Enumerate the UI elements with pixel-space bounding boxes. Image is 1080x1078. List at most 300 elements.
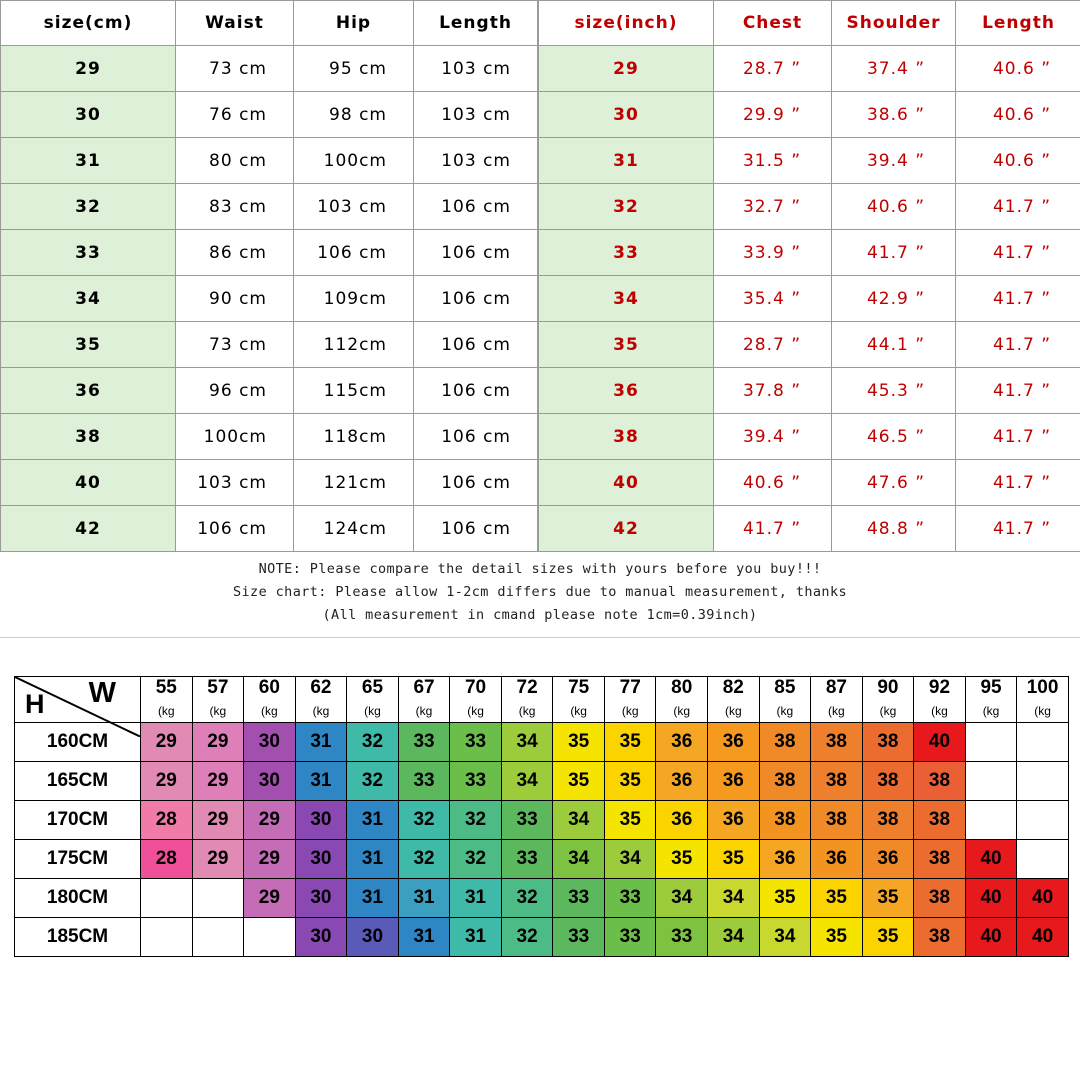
cm-value-cell: 100cm [294, 138, 414, 184]
inch-value-cell: 33.9 ” [714, 230, 832, 276]
cm-value-cell: 118cm [294, 414, 414, 460]
weight-header-cell [141, 677, 193, 723]
hw-size-cell: 34 [501, 762, 553, 801]
inch-value-cell: 29.9 ” [714, 92, 832, 138]
height-header-cell: 170CM [15, 801, 141, 840]
weight-value: 90 [877, 677, 899, 698]
hw-size-cell: 32 [347, 723, 399, 762]
weight-value: 95 [980, 677, 1002, 698]
hw-size-cell: 32 [450, 840, 502, 879]
weight-value: 72 [516, 677, 538, 698]
inch-value-cell: 41.7 ” [956, 230, 1080, 276]
weight-header-cell [914, 677, 966, 723]
table-row [539, 414, 1080, 460]
hw-size-cell: 35 [811, 879, 863, 918]
hw-size-cell: 38 [759, 801, 811, 840]
cm-size-table [0, 0, 538, 552]
inch-value-cell: 44.1 ” [832, 322, 956, 368]
hw-table-row [15, 879, 1069, 918]
weight-value: 65 [361, 677, 384, 698]
hw-table-row [15, 840, 1069, 879]
cm-size-cell: 42 [1, 506, 176, 552]
weight-unit: (kg [828, 704, 845, 718]
inch-value-cell: 40.6 ” [832, 184, 956, 230]
weight-unit: (kg [776, 704, 794, 718]
hw-empty-cell [192, 879, 244, 918]
cm-value-cell: 103 cm [414, 138, 538, 184]
hw-size-cell: 36 [656, 723, 708, 762]
inch-value-cell: 31.5 ” [714, 138, 832, 184]
height-header-cell: 160CM [15, 723, 141, 762]
hw-size-cell: 40 [965, 840, 1017, 879]
weight-unit: (kg [621, 704, 639, 718]
hw-size-cell: 35 [759, 879, 811, 918]
hw-size-cell: 34 [553, 840, 605, 879]
hw-size-cell: 34 [604, 840, 656, 879]
hw-size-cell: 34 [553, 801, 605, 840]
hw-empty-cell [965, 723, 1017, 762]
hw-size-cell: 32 [501, 879, 553, 918]
inch-value-cell: 40.6 ” [714, 460, 832, 506]
note-line-2: Size chart: Please allow 1-2cm differs due to manual measurement, thanks [233, 584, 847, 600]
weight-header-cell [862, 677, 914, 723]
table-row [539, 230, 1080, 276]
hw-size-cell: 29 [141, 723, 193, 762]
cm-size-cell: 31 [1, 138, 176, 184]
hw-size-cell: 32 [450, 801, 502, 840]
inch-size-cell: 32 [539, 184, 714, 230]
inch-size-cell: 34 [539, 276, 714, 322]
cm-value-cell: 76 cm [176, 92, 294, 138]
inch-value-cell: 46.5 ” [832, 414, 956, 460]
hw-size-cell: 34 [501, 723, 553, 762]
hw-size-cell: 36 [708, 723, 760, 762]
cm-value-cell: 73 cm [176, 46, 294, 92]
hw-size-cell: 38 [914, 840, 966, 879]
cm-value-cell: 106 cm [414, 414, 538, 460]
height-header-cell: 165CM [15, 762, 141, 801]
table-row [539, 184, 1080, 230]
weight-value: 80 [671, 677, 693, 698]
hw-size-cell: 38 [811, 801, 863, 840]
cm-header-hip: Hip [294, 1, 414, 46]
cm-value-cell: 100cm [176, 414, 294, 460]
height-header-cell: 185CM [15, 918, 141, 957]
hw-size-cell: 36 [708, 801, 760, 840]
inch-header-length: Length [956, 1, 1080, 46]
inch-size-cell: 38 [539, 414, 714, 460]
hw-size-cell: 33 [604, 879, 656, 918]
weight-unit: (kg [415, 704, 433, 718]
weight-header-cell [244, 677, 296, 723]
hw-size-cell: 33 [604, 918, 656, 957]
note-line-3: (All measurement in cmand please note 1cm=0.39inch) [322, 607, 758, 623]
cm-size-cell: 34 [1, 276, 176, 322]
hw-size-cell: 28 [141, 801, 193, 840]
table-header-row [1, 1, 538, 46]
inch-value-cell: 40.6 ” [956, 46, 1080, 92]
hw-size-cell: 31 [295, 762, 347, 801]
hw-size-cell: 30 [295, 840, 347, 879]
cm-value-cell: 103 cm [414, 92, 538, 138]
table-row [539, 506, 1080, 552]
hw-empty-cell [244, 918, 296, 957]
hw-size-cell: 36 [656, 801, 708, 840]
hw-empty-cell [1017, 801, 1069, 840]
hw-size-cell: 33 [656, 918, 708, 957]
hw-size-cell: 30 [244, 762, 296, 801]
inch-value-cell: 41.7 ” [956, 460, 1080, 506]
cm-value-cell: 115cm [294, 368, 414, 414]
weight-unit: (kg [467, 704, 484, 718]
inch-header-size: size(inch) [539, 1, 714, 46]
hw-size-cell: 36 [811, 840, 863, 879]
hw-size-cell: 38 [914, 918, 966, 957]
weight-header-cell [398, 677, 450, 723]
hw-table-row [15, 762, 1069, 801]
cm-value-cell: 109cm [294, 276, 414, 322]
hw-size-cell: 35 [553, 723, 605, 762]
hw-table-row [15, 918, 1069, 957]
inch-value-cell: 40.6 ” [956, 92, 1080, 138]
weight-header-cell [347, 677, 399, 723]
hw-empty-cell [141, 879, 193, 918]
weight-value: 77 [619, 677, 641, 698]
weight-header-cell [708, 677, 760, 723]
table-row [539, 368, 1080, 414]
inch-value-cell: 28.7 ” [714, 46, 832, 92]
hw-size-cell: 34 [656, 879, 708, 918]
table-row [1, 460, 538, 506]
weight-value: 82 [722, 677, 744, 698]
hw-size-cell: 29 [192, 840, 244, 879]
inch-value-cell: 45.3 ” [832, 368, 956, 414]
weight-header-cell [553, 677, 605, 723]
hw-size-cell: 31 [347, 840, 399, 879]
hw-size-cell: 40 [1017, 879, 1069, 918]
weight-header-cell [759, 677, 811, 723]
hw-size-cell: 30 [295, 879, 347, 918]
weight-value: 70 [464, 677, 487, 698]
cm-size-cell: 40 [1, 460, 176, 506]
hw-size-cell: 32 [347, 762, 399, 801]
inch-value-cell: 39.4 ” [832, 138, 956, 184]
hw-size-cell: 38 [759, 723, 811, 762]
weight-unit: (kg [724, 704, 742, 718]
table-row [1, 276, 538, 322]
hw-size-cell: 38 [914, 762, 966, 801]
table-row [1, 184, 538, 230]
cm-size-cell: 36 [1, 368, 176, 414]
inch-value-cell: 41.7 ” [956, 322, 1080, 368]
weight-header-cell [965, 677, 1017, 723]
weight-unit: (kg [209, 704, 227, 718]
hw-size-cell: 28 [141, 840, 193, 879]
hw-size-cell: 40 [1017, 918, 1069, 957]
weight-value: 85 [774, 677, 796, 698]
inch-value-cell: 41.7 ” [956, 276, 1080, 322]
cm-value-cell: 96 cm [176, 368, 294, 414]
hw-size-cell: 35 [862, 879, 914, 918]
table-header-row [539, 1, 1080, 46]
inch-value-cell: 41.7 ” [714, 506, 832, 552]
cm-value-cell: 73 cm [176, 322, 294, 368]
inch-size-cell: 35 [539, 322, 714, 368]
hw-empty-cell [192, 918, 244, 957]
hw-size-cell: 34 [708, 879, 760, 918]
hw-size-cell: 32 [501, 918, 553, 957]
hw-size-cell: 30 [244, 723, 296, 762]
cm-value-cell: 98 cm [294, 92, 414, 138]
table-row [539, 138, 1080, 184]
hw-size-cell: 29 [244, 801, 296, 840]
hw-size-cell: 38 [914, 879, 966, 918]
weight-value: 75 [568, 677, 590, 698]
inch-value-cell: 41.7 ” [956, 368, 1080, 414]
cm-header-length: Length [414, 1, 538, 46]
table-row [1, 322, 538, 368]
hw-table-row [15, 723, 1069, 762]
inch-value-cell: 47.6 ” [832, 460, 956, 506]
cm-value-cell: 106 cm [294, 230, 414, 276]
table-row [539, 460, 1080, 506]
inch-header-shoulder: Shoulder [832, 1, 956, 46]
height-axis-label: H [25, 689, 45, 719]
inch-value-cell: 28.7 ” [714, 322, 832, 368]
weight-value: 92 [928, 677, 951, 698]
inch-value-cell: 37.8 ” [714, 368, 832, 414]
inch-value-cell: 41.7 ” [956, 414, 1080, 460]
cm-value-cell: 90 cm [176, 276, 294, 322]
cm-header-waist: Waist [176, 1, 294, 46]
hw-empty-cell [1017, 723, 1069, 762]
weight-unit: (kg [312, 704, 330, 718]
table-row [1, 368, 538, 414]
hw-size-cell: 33 [501, 801, 553, 840]
hw-size-cell: 38 [811, 762, 863, 801]
inch-size-cell: 40 [539, 460, 714, 506]
cm-size-cell: 38 [1, 414, 176, 460]
weight-header-cell [501, 677, 553, 723]
hw-size-cell: 38 [862, 762, 914, 801]
weight-value: 55 [155, 677, 177, 698]
weight-header-cell [295, 677, 347, 723]
cm-value-cell: 112cm [294, 322, 414, 368]
hw-size-cell: 29 [141, 762, 193, 801]
hw-size-cell: 32 [398, 840, 450, 879]
hw-size-cell: 30 [295, 918, 347, 957]
hw-size-cell: 33 [501, 840, 553, 879]
cm-value-cell: 103 cm [294, 184, 414, 230]
weight-unit: (kg [157, 704, 175, 718]
inch-value-cell: 41.7 ” [832, 230, 956, 276]
cm-header-size: size(cm) [1, 1, 176, 46]
notes-block [0, 552, 1080, 638]
hw-size-cell: 38 [862, 723, 914, 762]
inch-size-cell: 30 [539, 92, 714, 138]
hw-size-cell: 40 [965, 879, 1017, 918]
weight-unit: (kg [364, 704, 381, 718]
table-row [539, 92, 1080, 138]
hw-size-cell: 40 [914, 723, 966, 762]
table-row [1, 92, 538, 138]
weight-value: 62 [310, 677, 332, 698]
weight-value: 67 [413, 677, 435, 698]
table-row [539, 322, 1080, 368]
hw-size-cell: 33 [553, 879, 605, 918]
hw-empty-cell [1017, 840, 1069, 879]
inch-value-cell: 48.8 ” [832, 506, 956, 552]
cm-size-cell: 30 [1, 92, 176, 138]
height-weight-chart [14, 676, 1068, 957]
hw-size-cell: 31 [450, 918, 502, 957]
hw-size-cell: 34 [759, 918, 811, 957]
inch-size-cell: 42 [539, 506, 714, 552]
cm-value-cell: 83 cm [176, 184, 294, 230]
hw-size-cell: 35 [604, 723, 656, 762]
hw-empty-cell [965, 762, 1017, 801]
hw-empty-cell [141, 918, 193, 957]
weight-unit: (kg [261, 704, 278, 718]
cm-value-cell: 106 cm [414, 276, 538, 322]
cm-value-cell: 106 cm [176, 506, 294, 552]
hw-size-cell: 31 [398, 879, 450, 918]
cm-value-cell: 106 cm [414, 460, 538, 506]
hw-size-cell: 36 [759, 840, 811, 879]
height-weight-table [14, 676, 1069, 957]
hw-size-cell: 38 [914, 801, 966, 840]
hw-size-cell: 38 [759, 762, 811, 801]
hw-size-cell: 32 [398, 801, 450, 840]
cm-value-cell: 103 cm [176, 460, 294, 506]
cm-value-cell: 106 cm [414, 230, 538, 276]
cm-value-cell: 103 cm [414, 46, 538, 92]
inch-value-cell: 37.4 ” [832, 46, 956, 92]
inch-value-cell: 35.4 ” [714, 276, 832, 322]
cm-value-cell: 106 cm [414, 322, 538, 368]
inch-size-cell: 31 [539, 138, 714, 184]
inch-value-cell: 41.7 ” [956, 184, 1080, 230]
inch-size-table [538, 0, 1080, 552]
inch-value-cell: 40.6 ” [956, 138, 1080, 184]
hw-size-cell: 30 [295, 801, 347, 840]
cm-value-cell: 86 cm [176, 230, 294, 276]
hw-size-cell: 35 [604, 762, 656, 801]
cm-size-cell: 32 [1, 184, 176, 230]
weight-unit: (kg [1034, 704, 1051, 718]
inch-value-cell: 38.6 ” [832, 92, 956, 138]
inch-value-cell: 41.7 ” [956, 506, 1080, 552]
hw-size-cell: 35 [604, 801, 656, 840]
hw-empty-cell [965, 801, 1017, 840]
hw-size-cell: 31 [295, 723, 347, 762]
hw-size-cell: 31 [347, 879, 399, 918]
hw-corner-cell [15, 677, 141, 723]
hw-size-cell: 33 [398, 762, 450, 801]
table-row [539, 276, 1080, 322]
hw-empty-cell [1017, 762, 1069, 801]
weight-value: 87 [825, 677, 847, 698]
hw-size-cell: 29 [192, 723, 244, 762]
cm-value-cell: 80 cm [176, 138, 294, 184]
inch-value-cell: 32.7 ” [714, 184, 832, 230]
hw-size-cell: 31 [398, 918, 450, 957]
weight-unit: (kg [518, 704, 536, 718]
hw-size-cell: 36 [862, 840, 914, 879]
table-row [1, 414, 538, 460]
hw-size-cell: 38 [811, 723, 863, 762]
weight-value: 100 [1026, 677, 1059, 698]
weight-header-cell [811, 677, 863, 723]
table-row [1, 46, 538, 92]
hw-size-cell: 34 [708, 918, 760, 957]
hw-size-cell: 29 [244, 879, 296, 918]
hw-size-cell: 38 [862, 801, 914, 840]
hw-size-cell: 33 [553, 918, 605, 957]
hw-header-row [15, 677, 1069, 723]
cm-value-cell: 106 cm [414, 506, 538, 552]
inch-header-chest: Chest [714, 1, 832, 46]
hw-size-cell: 29 [244, 840, 296, 879]
cm-size-cell: 33 [1, 230, 176, 276]
weight-value: 60 [258, 677, 280, 698]
weight-unit: (kg [673, 704, 691, 718]
table-row [1, 230, 538, 276]
hw-size-cell: 36 [656, 762, 708, 801]
hw-size-cell: 36 [708, 762, 760, 801]
hw-table-row [15, 801, 1069, 840]
weight-header-cell [656, 677, 708, 723]
weight-axis-label: W [88, 677, 116, 709]
weight-header-cell [604, 677, 656, 723]
cm-value-cell: 106 cm [414, 184, 538, 230]
inch-size-cell: 33 [539, 230, 714, 276]
inch-size-cell: 36 [539, 368, 714, 414]
hw-size-cell: 33 [450, 723, 502, 762]
table-row [1, 138, 538, 184]
hw-size-cell: 33 [398, 723, 450, 762]
cm-value-cell: 124cm [294, 506, 414, 552]
hw-size-cell: 35 [553, 762, 605, 801]
inch-value-cell: 42.9 ” [832, 276, 956, 322]
cm-value-cell: 106 cm [414, 368, 538, 414]
hw-size-cell: 31 [347, 801, 399, 840]
hw-size-cell: 30 [347, 918, 399, 957]
weight-header-cell [450, 677, 502, 723]
hw-size-cell: 31 [450, 879, 502, 918]
cm-size-cell: 35 [1, 322, 176, 368]
weight-header-cell [192, 677, 244, 723]
hw-size-cell: 35 [708, 840, 760, 879]
note-line-1: NOTE: Please compare the detail sizes with yours before you buy!!! [258, 561, 822, 577]
table-row [1, 506, 538, 552]
hw-size-cell: 35 [811, 918, 863, 957]
weight-value: 57 [207, 677, 229, 698]
hw-size-cell: 40 [965, 918, 1017, 957]
weight-unit: (kg [982, 704, 1000, 718]
table-row [539, 46, 1080, 92]
cm-value-cell: 121cm [294, 460, 414, 506]
height-header-cell: 180CM [15, 879, 141, 918]
hw-size-cell: 29 [192, 801, 244, 840]
inch-value-cell: 39.4 ” [714, 414, 832, 460]
hw-size-cell: 29 [192, 762, 244, 801]
hw-size-cell: 35 [862, 918, 914, 957]
weight-header-cell [1017, 677, 1069, 723]
inch-size-cell: 29 [539, 46, 714, 92]
hw-size-cell: 33 [450, 762, 502, 801]
weight-unit: (kg [931, 704, 948, 718]
